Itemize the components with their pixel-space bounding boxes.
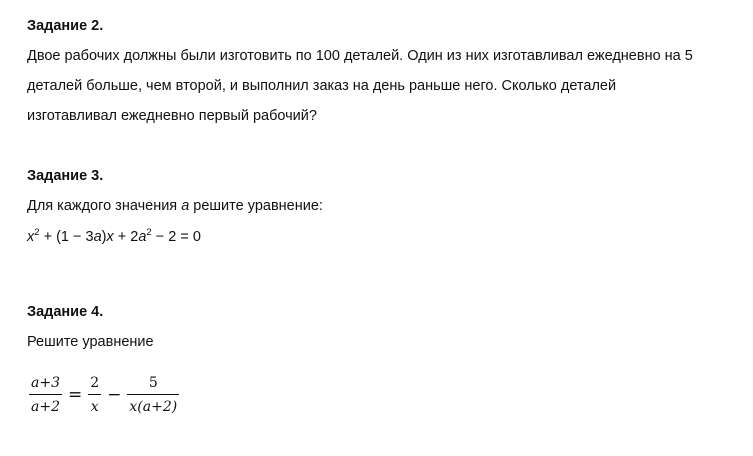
fraction-1-denominator: a+2 xyxy=(31,399,60,415)
minus-sign: − xyxy=(107,385,122,405)
fraction-2-numerator: 2 xyxy=(90,375,100,391)
task2-text-line-2: деталей больше, чем второй, и выполнил заказ на день раньше него. Сколько деталей xyxy=(27,78,617,94)
task3-prompt-before: Для каждого значения xyxy=(27,198,182,214)
equals-sign: = xyxy=(67,385,83,405)
eq-part-4: − 2 = 0 xyxy=(151,229,201,245)
task4-equation xyxy=(27,372,181,418)
task3-prompt-variable: a xyxy=(181,198,190,214)
fraction-1-bar xyxy=(29,394,62,395)
eq-part-3: + 2 xyxy=(113,229,139,245)
fraction-2-denominator: x xyxy=(90,399,99,415)
task3-equation xyxy=(27,228,201,246)
eq-exponent-2: 2 xyxy=(146,227,152,238)
task2-text-line-1: Двое рабочих должны были изготовить по 100 деталей. Один из них изготавливал ежедневно на 5 xyxy=(27,48,693,64)
task3-prompt xyxy=(27,197,323,215)
fraction-1-numerator: a+3 xyxy=(31,375,60,391)
eq-part-1: + (1 − 3 xyxy=(39,229,94,245)
task2-heading: Задание 2. xyxy=(27,18,104,34)
task3-heading: Задание 3. xyxy=(27,168,104,184)
fraction-2-bar xyxy=(88,394,101,395)
task4-prompt: Решите уравнение xyxy=(27,334,154,350)
fraction-1 xyxy=(29,374,62,416)
task2-text-line-3: изготавливал ежедневно первый рабочий? xyxy=(27,108,317,124)
task3-prompt-after: решите уравнение: xyxy=(189,198,323,214)
fraction-3 xyxy=(127,374,179,416)
eq-a-2: a xyxy=(138,229,147,245)
fraction-3-bar xyxy=(127,394,179,395)
eq-part-2: ) xyxy=(101,229,107,245)
eq-exponent-1: 2 xyxy=(34,227,40,238)
eq-x: x xyxy=(27,229,35,245)
eq-a-1: a xyxy=(93,229,102,245)
eq-x-2: x xyxy=(106,229,114,245)
fraction-3-denominator: x(a+2) xyxy=(129,399,178,415)
fraction-3-numerator: 5 xyxy=(148,375,158,391)
task4-heading: Задание 4. xyxy=(27,304,104,320)
fraction-2 xyxy=(88,374,101,416)
